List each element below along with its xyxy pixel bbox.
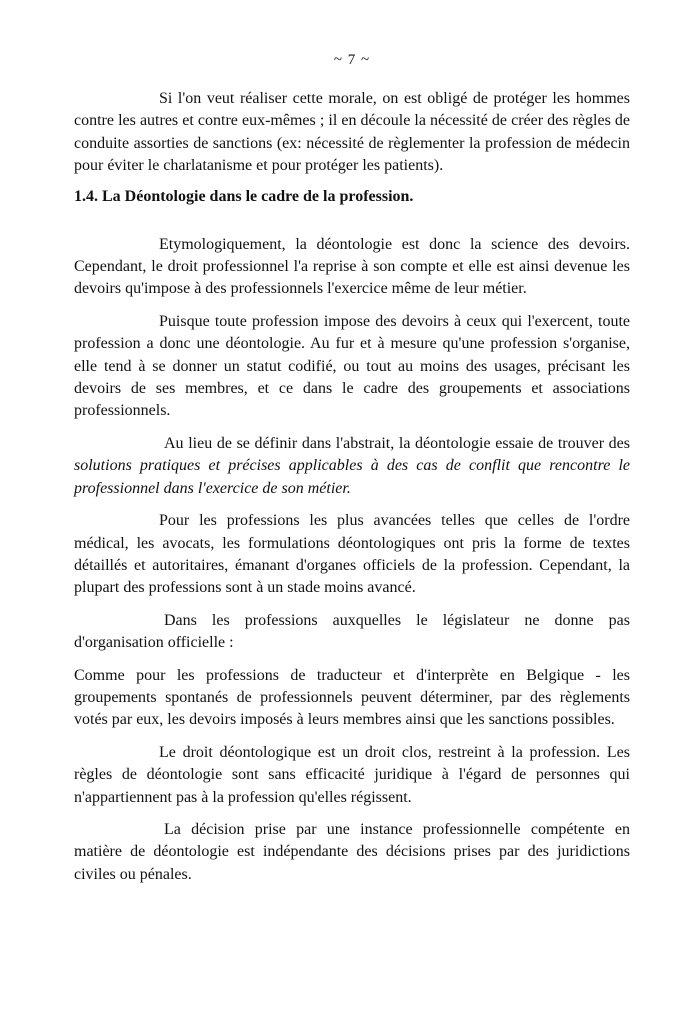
paragraph-droit-clos: Le droit déontologique est un droit clos, restreint à la profession. Les règles de déontologie sont sans efficacité juridique à l'égard de personnes qui n'appartiennent pas à la profession qu'elles régissent. (74, 743, 630, 806)
paragraph-etymologie: Etymologiquement, la déontologie est donc la science des devoirs. Cependant, le droit professionnel l'a reprise à son compte et elle est ainsi devenue les devoirs qu'impose à des professionnels l'exercice même de leur métier. (74, 235, 630, 298)
paragraph-decision: La décision prise par une instance professionnelle compétente en matière de déontologie est indépendante des décisions prises par des juridictions civiles ou pénales. (74, 820, 630, 883)
paragraph-definition-italic: solutions pratiques et précises applicables à des cas de conflit que rencontre le professionnel dans l'exercice de son métier. (74, 457, 630, 497)
paragraph-definition (74, 433, 630, 500)
document-page (74, 52, 630, 886)
paragraph-legislateur: Dans les professions auxquelles le législateur ne donne pas d'organisation officielle : (74, 611, 630, 652)
paragraph-morale: Si l'on veut réaliser cette morale, on est obligé de protéger les hommes contre les autres et contre eux-mêmes ; il en découle la nécessité de créer des règles de conduite assorties de sanctions (ex: nécessité de règlementer la profession de médecin pour éviter le charlatanisme et pour protéger les patients). (74, 90, 630, 175)
paragraph-traducteur: Comme pour les professions de traducteur et d'interprète en Belgique - les groupements spontanés de professionnels peuvent déterminer, par des règlements votés par eux, les devoirs imposés à leurs membres ainsi que les sanctions possibles. (74, 666, 630, 729)
paragraph-profession-devoirs: Puisque toute profession impose des devoirs à ceux qui l'exercent, toute profession a donc une déontologie. Au fur et à mesure qu'une profession s'organise, elle tend à se donner un statut codifié, ou tout au moins des usages, précisant les devoirs de ses membres, et ce dans le cadre des groupements et associations professionnels. (74, 312, 630, 420)
paragraph-definition-text: Au lieu de se définir dans l'abstrait, la déontologie essaie de trouver des (164, 434, 630, 452)
page-number: ~ 7 ~ (333, 52, 371, 68)
paragraph-professions-avancees: Pour les professions les plus avancées telles que celles de l'ordre médical, les avocats, les formulations déontologiques ont pris la forme de textes détaillés et autoritaires, émanant d'organes officiels de la profession. Cependant, la plupart des professions sont à un stade moins avancé. (74, 512, 630, 597)
section-heading: 1.4. La Déontologie dans le cadre de la profession. (74, 187, 414, 205)
